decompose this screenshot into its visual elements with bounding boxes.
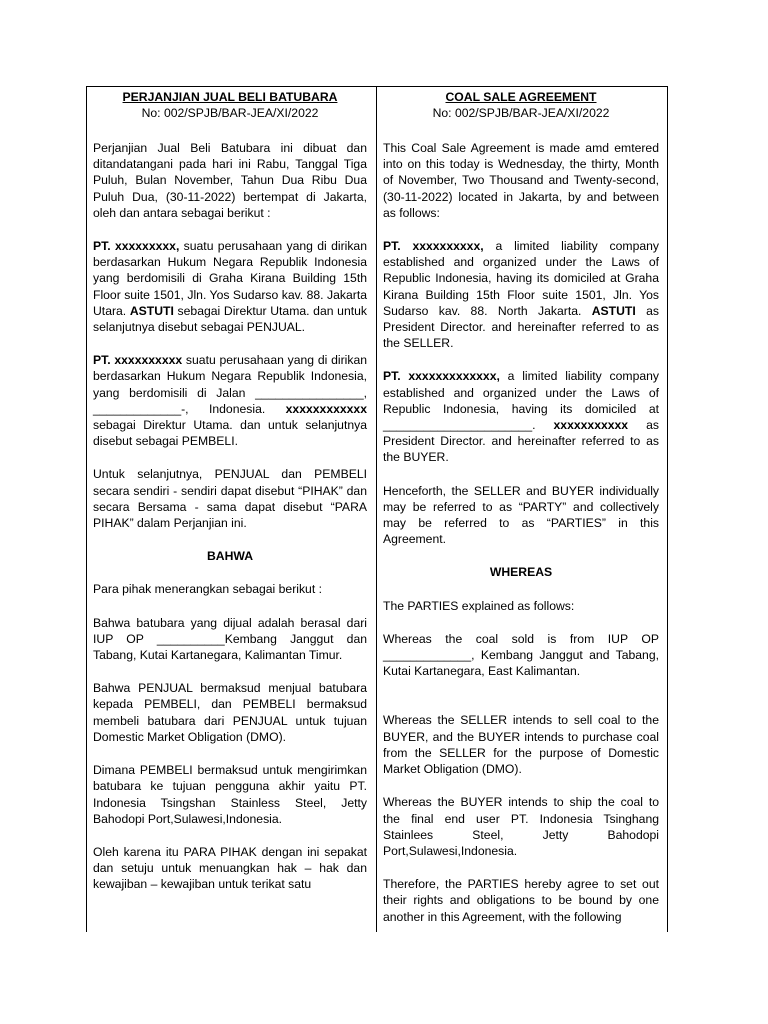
left-parties-paragraph: Untuk selanjutnya, PENJUAL dan PEMBELI secara sendiri - sendiri dapat disebut “PIHAK” dan secara Bersama - sama dapat disebut “PARA PIHAK” dalam Perjanjian ini. xyxy=(93,467,367,531)
right-buyer-body-1: a limited liability company established and organized under the Laws of Republic Indonesia, having its domiciled at ______________________. xyxy=(383,369,659,433)
left-buyer-name: PT. xxxxxxxxxx xyxy=(93,353,183,368)
right-buyer-director: xxxxxxxxxxx xyxy=(553,418,629,433)
left-whereas-1: Bahwa batubara yang dijual adalah berasal dari IUP OP __________Kembang Janggut dan Tabang, Kutai Kartanegara, Kalimantan Timur. xyxy=(93,615,367,663)
right-seller-body-2: as President Director. and hereinafter referred to as the SELLER. xyxy=(383,303,659,351)
right-explained: The PARTIES explained as follows: xyxy=(383,598,575,613)
left-seller-paragraph xyxy=(93,238,367,335)
left-buyer-director: xxxxxxxxxxxx xyxy=(285,401,367,416)
left-title-block xyxy=(93,90,367,121)
right-buyer-body-2: as President Director. and hereinafter referred to as the BUYER. xyxy=(383,418,659,465)
left-intro: Perjanjian Jual Beli Batubara ini dibuat dan ditandatangani pada hari ini Rabu, Tanggal Tiga Puluh, Bulan November, Tahun Dua Ribu Dua Puluh Dua, (30-11-2022) bertempat di Jakarta, oleh dan antara sebagai berikut : xyxy=(93,141,367,220)
right-seller-paragraph xyxy=(383,238,659,351)
left-seller-name: PT. xxxxxxxxx, xyxy=(93,239,180,254)
left-agreement-number: No: 002/SPJB/BAR-JEA/XI/2022 xyxy=(141,105,319,120)
indonesian-column xyxy=(87,87,377,932)
right-buyer-paragraph xyxy=(383,368,659,465)
right-whereas-2: Whereas the SELLER intends to sell coal to the BUYER, and the BUYER intends to purchase coal from the SELLER for the purpose of Domestic Market Obligation (DMO). xyxy=(383,713,659,777)
right-title-block xyxy=(383,90,659,121)
left-seller-body-2: sebagai Direktur Utama. dan untuk selanjutnya disebut sebagai PENJUAL. xyxy=(93,303,367,335)
left-buyer-body-1: suatu perusahaan yang di dirikan berdasarkan Hukum Negara Republik Indonesia, yang berdomisili di Jalan ________________, _____________-, Indonesia. xyxy=(93,353,367,416)
left-therefore: Oleh karena itu PARA PIHAK dengan ini sepakat dan setuju untuk menuangkan hak – hak dan kewajiban – kewajiban untuk terikat satu xyxy=(93,844,367,892)
right-seller-body-1: a limited liability company established and organized under the Laws of Republic Indonesia, having its domiciled at Graha Kirana Building 15th Floor suite 1501, Jln. Yos Sudarso kav. 88. North Jakarta. xyxy=(383,239,659,318)
left-title: PERJANJIAN JUAL BELI BATUBARA xyxy=(122,90,338,104)
right-whereas-1: Whereas the coal sold is from IUP OP _____________, Kembang Janggut and Tabang, Kutai Kartanegara, East Kalimantan. xyxy=(383,631,659,679)
right-section-heading: WHEREAS xyxy=(489,565,553,580)
right-buyer-name: PT. xxxxxxxxxxxxx, xyxy=(383,369,500,384)
bilingual-agreement-table xyxy=(86,86,668,932)
left-explained: Para pihak menerangkan sebagai berikut : xyxy=(93,582,322,597)
right-title: COAL SALE AGREEMENT xyxy=(445,90,597,104)
left-whereas-3: Dimana PEMBELI bermaksud untuk mengirimkan batubara ke tujuan pengguna akhir yaitu PT. Indonesia Tsingshan Stainless Steel, Jetty Bahodopi Port,Sulawesi,Indonesia. xyxy=(93,763,367,826)
right-agreement-number: No: 002/SPJB/BAR-JEA/XI/2022 xyxy=(432,105,610,120)
right-intro: This Coal Sale Agreement is made amd emtered into on this today is Wednesday, the thirty, Month of November, Two Thousand and Twenty-second, (30-11-2022) located in Jakarta, by and between as follows: xyxy=(383,141,659,220)
left-section-heading: BAHWA xyxy=(206,549,254,564)
right-whereas-3: Whereas the BUYER intends to ship the coal to the final end user PT. Indonesia Tsinghang Stainlees Steel, Jetty Bahodopi Port,Sulawesi,Indonesia. xyxy=(383,795,659,858)
english-column xyxy=(377,87,667,932)
left-seller-body-1: suatu perusahaan yang di dirikan berdasarkan Hukum Negara Republik Indonesia yang berdomisili di Graha Kirana Building 15th Floor suite 1501, Jln. Yos Sudarso kav. 88. Jakarta Utara. xyxy=(93,239,367,318)
left-whereas-2: Bahwa PENJUAL bermaksud menjual batubara kepada PEMBELI, dan PEMBELI bermaksud membeli batubara dari PENJUAL untuk tujuan Domestic Market Obligation (DMO). xyxy=(93,681,367,744)
right-seller-director: ASTUTI xyxy=(591,303,636,318)
right-seller-name: PT. xxxxxxxxxx, xyxy=(383,239,484,254)
left-seller-director: ASTUTI xyxy=(129,303,174,318)
right-parties-paragraph: Henceforth, the SELLER and BUYER individually may be referred to as “PARTY” and collectively may be referred to as “PARTIES” in this Agreement. xyxy=(383,483,659,547)
right-therefore: Therefore, the PARTIES hereby agree to set out their rights and obligations to be bound by one another in this Agreement, with the following xyxy=(383,877,659,924)
left-buyer-paragraph xyxy=(93,352,367,449)
left-buyer-body-2: sebagai Direktur Utama. dan untuk selanjutnya disebut sebagai PEMBELI. xyxy=(93,418,367,449)
